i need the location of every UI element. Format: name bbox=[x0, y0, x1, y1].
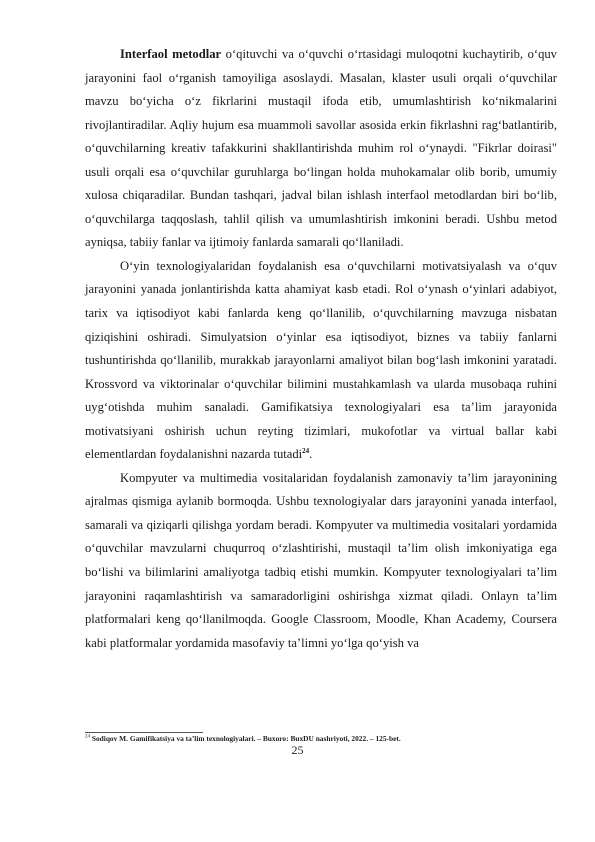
paragraph-interactive-methods bbox=[85, 43, 557, 255]
footnote-number: 24 bbox=[85, 734, 90, 740]
footnote-divider bbox=[85, 732, 203, 733]
footnote-reference[interactable]: 24 bbox=[302, 447, 310, 456]
paragraph-tail: . bbox=[309, 447, 313, 462]
page-number: 25 bbox=[291, 743, 304, 757]
paragraph-text: Kompyuter va multimedia vositalaridan foydalanish zamonaviy ta’lim jarayonining ajralmas qismiga aylanib bormoqda. Ushbu texnologiyalar dars jarayonini yanada interfaol, samarali va qiziqarli qilishga yordam beradi. Kompyuter va multimedia vositalari yordamida o‘quvchilar mavzularni chuqurroq o‘zlashtirishi, mustaqil ta’lim olish imkoniyatiga ega bo‘lishi va bilimlarini amaliyotga tadbiq etishi mumkin. Kompyuter texnologiyalari ta’lim jarayonini raqamlashtirish va samaradorligini oshirishga xizmat qiladi. Onlayn ta’lim platformalari keng qo‘llanilmoqda. Google Classroom, Moodle, Khan Academy, Coursera kabi platformalar yordamida masofaviy ta’limni yo‘lga qo‘yish va bbox=[85, 470, 557, 650]
paragraph-text: o‘qituvchi va o‘quvchi o‘rtasidagi muloqotni kuchaytirib, o‘quv jarayonini faol o‘rganish tamoyiliga asoslaydi. Masalan, klaster usuli orqali o‘quvchilar mavzu bo‘yicha o‘z fikrlarini mustaqil ifoda etib, umumlashtirish ko‘nikmalarini rivojlantiradilar. Aqliy hujum esa muammoli savollar asosida erkin fikrlashni rag‘batlantirib, o‘quvchilarning kreativ tafakkurini shakllantirishda muhim rol o‘ynaydi. "Fikrlar doirasi" usuli orqali esa o‘quvchilar guruhlarga bo‘lingan holda muhokamalar olib borib, umumiy xulosa chiqaradilar. Bundan tashqari, jadval bilan ishlash interfaol metodlardan biri bo‘lib, o‘quvchilarga taqqoslash, tahlil qilish va umumlashtirish imkonini beradi. Ushbu metod ayniqsa, tabiiy fanlar va ijtimoiy fanlarda samarali qo‘llaniladi. bbox=[85, 47, 557, 250]
paragraph-computer-multimedia bbox=[85, 467, 557, 655]
paragraph-game-technologies bbox=[85, 255, 557, 467]
paragraph-text: O‘yin texnologiyalaridan foydalanish esa o‘quvchilarni motivatsiyalash va o‘quv jarayonini yanada jonlantirishda katta ahamiyat kasb etadi. Rol o‘ynash o‘yinlari adabiyot, tarix va iqtisodiyot kabi fanlarda keng qo‘llanilib, o‘quvchilarning mavzuga nisbatan qiziqishini oshiradi. Simulyatsion o‘yinlar esa iqtisodiyot, biznes va tabiiy fanlarni tushuntirishda qo‘llanilib, murakkab jarayonlarni amaliyot bilan bog‘lash imkonini yaratadi. Krossvord va viktorinalar o‘quvchilar bilimini mustahkamlash va ularda musobaqa ruhini uyg‘otishda muhim sanaladi. Gamifikatsiya texnologiyalari esa ta’lim jarayonida motivatsiyani oshirish uchun reyting tizimlari, mukofotlar va virtual ballar kabi elementlardan foydalanishni nazarda tutadi bbox=[85, 258, 557, 462]
document-body bbox=[85, 43, 557, 655]
lead-term: Interfaol metodlar bbox=[120, 47, 222, 61]
footnote-text: Sodiqov M. Gamifikatsiya va ta’lim texnologiyalari. – Buxoro: BuxDU nashriyoti, 2022. – 125-bet. bbox=[90, 734, 401, 743]
